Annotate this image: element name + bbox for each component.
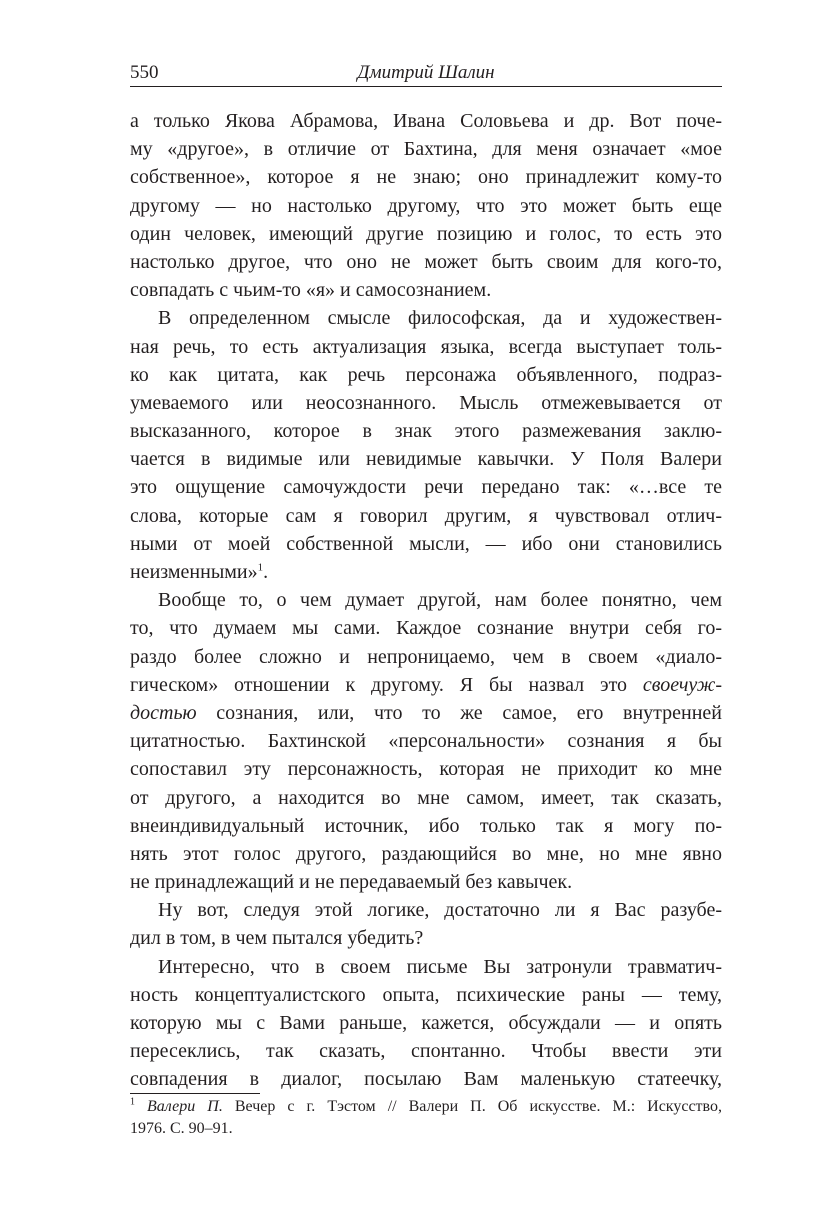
text-line: раздо более сложно и непроницаемо, чем в своем «диало- — [130, 645, 722, 668]
text-line: от другого, а находится во мне самом, имеет, так сказать, — [130, 786, 722, 809]
page-header — [130, 60, 722, 87]
text-line: ная речь, то есть актуализация языка, всегда выступает толь- — [130, 335, 722, 358]
text-line: сопоставил эту персонажность, которая не приходит ко мне — [130, 758, 722, 781]
text-line: совпадать с чьим-то «я» и самосознанием. — [130, 279, 492, 302]
text-line: чается в видимые или невидимые кавычки. У Поля Валери — [130, 448, 722, 471]
text-line — [130, 699, 722, 727]
text-line: то, что думаем мы сами. Каждое сознание внутри себя го- — [130, 617, 722, 640]
text-fragment: гическом» отношении к другому. Я бы назвал это — [130, 673, 643, 696]
text-line: слова, которые сам я говорил другим, я чувствовал отлич- — [130, 504, 722, 527]
text-line: ность концептуалистского опыта, психические раны — тему, — [130, 983, 722, 1006]
text-line: не принадлежащий и не передаваемый без кавычек. — [130, 871, 573, 894]
text-line: а только Якова Абрамова, Ивана Соловьева и др. Вот поче- — [130, 110, 722, 132]
paragraph — [130, 953, 722, 1094]
text-line: это ощущение самочуждости речи передано так: «…все те — [130, 476, 722, 499]
text-line: цитатностью. Бахтинской «персональности» сознания я бы — [130, 730, 722, 753]
text-line: высказанного, которое в знак этого размежевания заклю- — [130, 420, 722, 443]
footnote-reference[interactable]: 1 — [257, 561, 264, 574]
text-line: умеваемого или неосознанного. Мысль отмежевывается от — [130, 391, 722, 414]
footnote-text: Вечер с г. Тэстом // Валери П. Об искусстве. М.: Искусство, — [222, 1098, 722, 1115]
paragraph — [130, 304, 722, 586]
text-line: Ну вот, следуя этой логике, достаточно ли я Вас разубе- — [158, 899, 722, 922]
text-line — [130, 558, 722, 586]
text-line: дил в том, в чем пытался убедить? — [130, 927, 424, 950]
footnote-line — [130, 1096, 722, 1118]
text-line — [130, 671, 722, 699]
text-line: собственное», которое я не знаю; оно принадлежит кому-то — [130, 166, 722, 189]
footnote-mark: 1 — [130, 1096, 135, 1108]
text-line: Вообще то, о чем думает другой, нам более понятно, чем — [158, 589, 722, 612]
emphasis-text: достью — [130, 701, 197, 724]
emphasis-text: своечуж- — [642, 673, 722, 696]
text-line: пересеклись, так сказать, спонтанно. Чтобы ввести эти — [130, 1040, 722, 1063]
text-fragment: сознания, или, что то же самое, его внутренней — [196, 701, 722, 724]
body-text — [130, 107, 722, 1094]
text-fragment: неизменными» — [130, 561, 258, 583]
footnote-author: Валери П. — [147, 1098, 223, 1115]
text-line: которую мы с Вами раньше, кажется, обсуждали — и опять — [130, 1012, 722, 1034]
text-line: му «другое», в отличие от Бахтина, для меня означает «мое — [130, 138, 722, 161]
text-line: один человек, имеющий другие позицию и голос, то есть это — [130, 222, 722, 245]
text-line: В определенном смысле философская, да и художествен- — [158, 307, 722, 330]
text-line: ко как цитата, как речь персонажа объявленного, подраз- — [130, 363, 722, 386]
text-line: настолько другое, что оно не может быть своим для кого-то, — [130, 250, 722, 273]
text-line: нять этот голос другого, раздающийся во мне, но мне явно — [130, 842, 722, 865]
running-head: Дмитрий Шалин — [357, 62, 495, 83]
paragraph — [130, 586, 722, 896]
text-line: ными от моей собственной мысли, — ибо они становились — [130, 532, 722, 555]
page-number: 550 — [130, 62, 159, 83]
text-line: другому — но настолько другому, что это может быть еще — [130, 194, 722, 217]
text-line: совпадения в диалог, посылаю Вам маленькую статеечку, — [130, 1068, 722, 1091]
text-fragment: . — [263, 561, 269, 583]
paragraph — [130, 107, 722, 304]
footnote-line: 1976. С. 90–91. — [130, 1120, 233, 1137]
book-page — [130, 0, 722, 1229]
footnote — [130, 1096, 722, 1140]
text-line: Интересно, что в своем письме Вы затронули травматич- — [158, 955, 722, 978]
paragraph — [130, 896, 722, 952]
footnote-divider — [130, 1093, 260, 1094]
text-line: внеиндивидуальный источник, ибо только так я могу по- — [130, 814, 722, 837]
